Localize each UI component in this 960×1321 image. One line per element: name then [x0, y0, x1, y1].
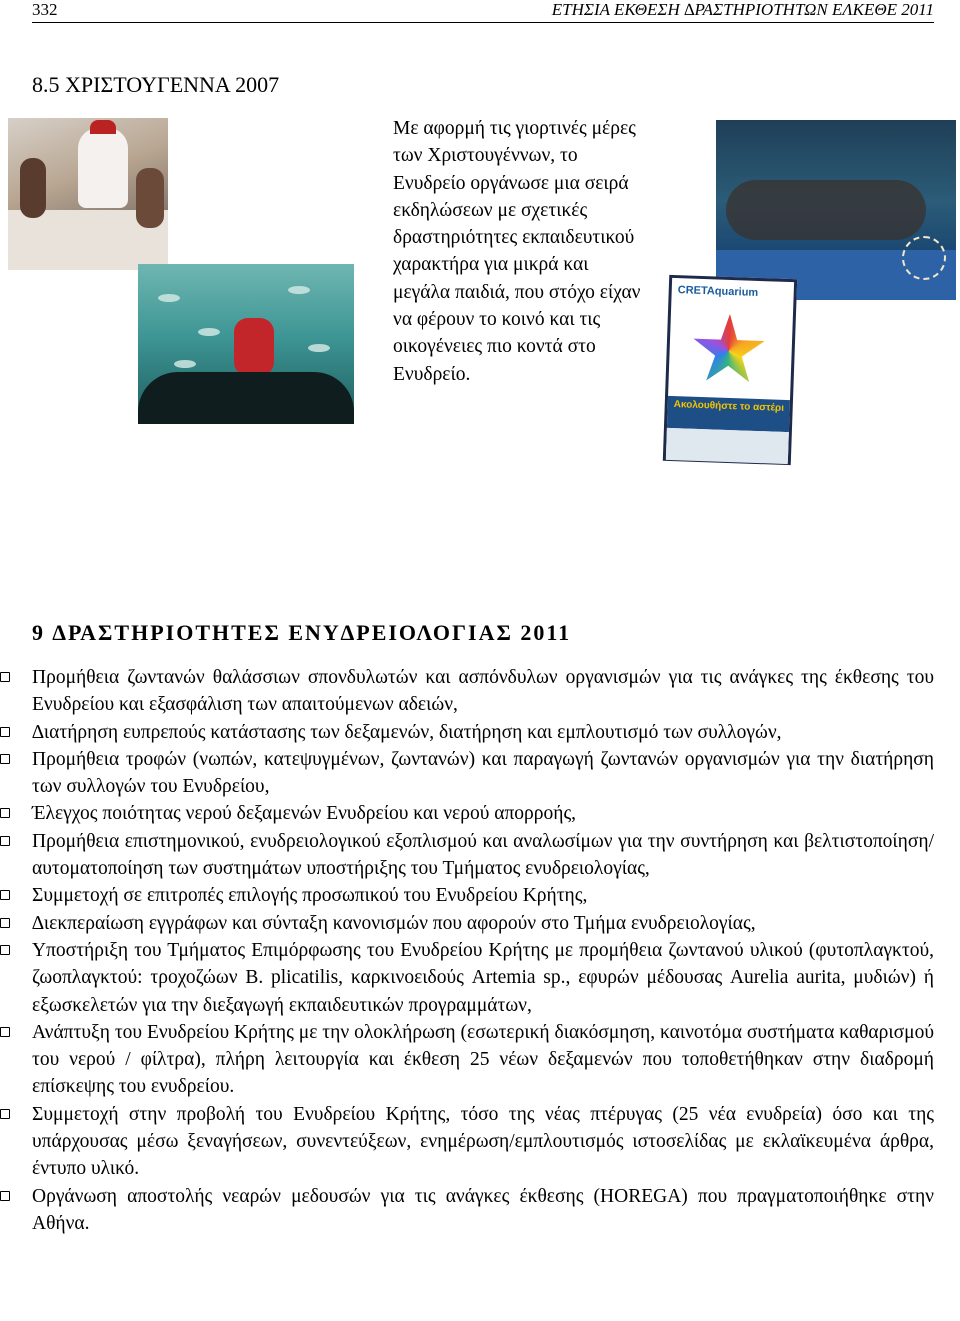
list-item: Προμήθεια τροφών (νωπών, κατεψυγμένων, ζωντανών) και παραγωγή ζωντανών οργανισμών για την διατήρηση των συλλογών του Ενυδρείου,: [0, 746, 934, 801]
photo-santa-diver-aquarium: [138, 264, 354, 424]
list-item: Συμμετοχή στην προβολή του Ενυδρείου Κρήτης, τόσο της νέας πτέρυγας (25 νέα ενυδρεία) όσο και της υπάρχουσας μέσω ξεναγήσεων, συνεντεύξεων, ενημέρωση/εμπλουτισμός ιστοσελίδας με εκλαϊκευμένα άρθρα, έντυπο υλικό.: [0, 1101, 934, 1183]
poster-brand: CRETAquarium: [677, 284, 759, 299]
checkbox-bullet-icon: [0, 890, 10, 900]
page-header: [32, 0, 934, 23]
running-title: ΕΤΗΣΙΑ ΕΚΘΕΣΗ ∆ΡΑΣΤΗΡΙΟΤΗΤΩΝ ΕΛΚΕΘΕ 2011: [551, 0, 934, 19]
photo-chef-children: [8, 118, 168, 270]
activities-list: [0, 664, 960, 1237]
list-item: Ανάπτυξη του Ενυδρείου Κρήτης με την ολοκλήρωση (εσωτερική διακόσμηση, καινοτόμα συστήματα καθαρισμού του νερού / φίλτρα), πλήρη λειτουργία και έκθεση 25 νέων δεξαμενών που τοποθετήθηκαν στην διαδρομή επίσκεψης του ενυδρείου.: [0, 1019, 934, 1101]
checkbox-bullet-icon: [0, 727, 10, 737]
poster-subtitle: Ακολουθήστε το αστέρι: [673, 399, 785, 414]
list-item: Υποστήριξη του Τμήματος Επιμόρφωσης του Ενυδρείου Κρήτης με προμήθεια ζωντανού υλικού (φυτοπλαγκτού, ζωοπλαγκτού: τροχοζώων B. plicatilis, καρκινοειδούς Artemia sp., εφυρών μέδουσας Aurelia aurita, μυδιών) ή εξωσκελετών για την διεξαγωγή εκπαιδευτικών προγραμμάτων,: [0, 937, 934, 1019]
checkbox-bullet-icon: [0, 1027, 10, 1037]
list-item: Προμήθεια επιστημονικού, ενυδρειολογικού εξοπλισμού και αναλωσίμων για την συντήρηση και βελτιστοποίηση/ αυτοματοποίηση των συστημάτων υποστήριξης του Τμήματος ενυδρειολογίας,: [0, 828, 934, 883]
list-item: Συμμετοχή σε επιτροπές επιλογής προσωπικού του Ενυδρείου Κρήτης,: [0, 882, 934, 909]
checkbox-bullet-icon: [0, 672, 10, 682]
event-poster: [663, 275, 797, 465]
page-number: 332: [32, 0, 58, 19]
star-icon: [690, 313, 767, 390]
checkbox-bullet-icon: [0, 918, 10, 928]
list-item: ∆ιατήρηση ευπρεπούς κατάστασης των δεξαμενών, διατήρηση και εμπλουτισμό των συλλογών,: [0, 719, 934, 746]
checkbox-bullet-icon: [0, 1191, 10, 1201]
intro-paragraph: Με αφορμή τις γιορτινές μέρες των Χριστουγέννων, το Ενυδρείο οργάνωσε μια σειρά εκδηλώσεων με σχετικές δραστηριότητες εκπαιδευτικού χαρακτήρα για μικρά και μεγάλα παιδιά, που στόχο είχαν να φέρουν το κοινό και τις οικογένειες πιο κοντά στο Ενυδρείο.: [393, 118, 641, 385]
section-8-5-title: 8.5 ΧΡΙΣΤΟΥΓΕΝΝΑ 2007: [32, 72, 280, 97]
checkbox-bullet-icon: [0, 808, 10, 818]
photo-children-activity: [716, 120, 956, 300]
checkbox-bullet-icon: [0, 754, 10, 764]
checkbox-bullet-icon: [0, 945, 10, 955]
list-item: ∆ιεκπεραίωση εγγράφων και σύνταξη κανονισμών που αφορούν στο Τμήμα ενυδρειολογίας,: [0, 910, 934, 937]
list-item: Οργάνωση αποστολής νεαρών μεδουσών για τις ανάγκες έκθεσης (HOREGA) που πραγματοποιήθηκε στην Αθήνα.: [0, 1183, 934, 1238]
section-9-title: 9 ∆ΡΑΣΤΗΡΙΟΤΗΤΕΣ ΕΝΥ∆ΡΕΙΟΛΟΓΙΑΣ 2011: [32, 620, 572, 645]
checkbox-bullet-icon: [0, 1109, 10, 1119]
checkbox-bullet-icon: [0, 836, 10, 846]
list-item: Προμήθεια ζωντανών θαλάσσιων σπονδυλωτών και ασπόνδυλων οργανισμών για τις ανάγκες της έκθεσης του Ενυδρείου και εξασφάλιση των απαιτούμενων αδειών,: [0, 664, 934, 719]
list-item: Έλεγχος ποιότητας νερού δεξαμενών Ενυδρείου και νερού απορροής,: [0, 800, 934, 827]
